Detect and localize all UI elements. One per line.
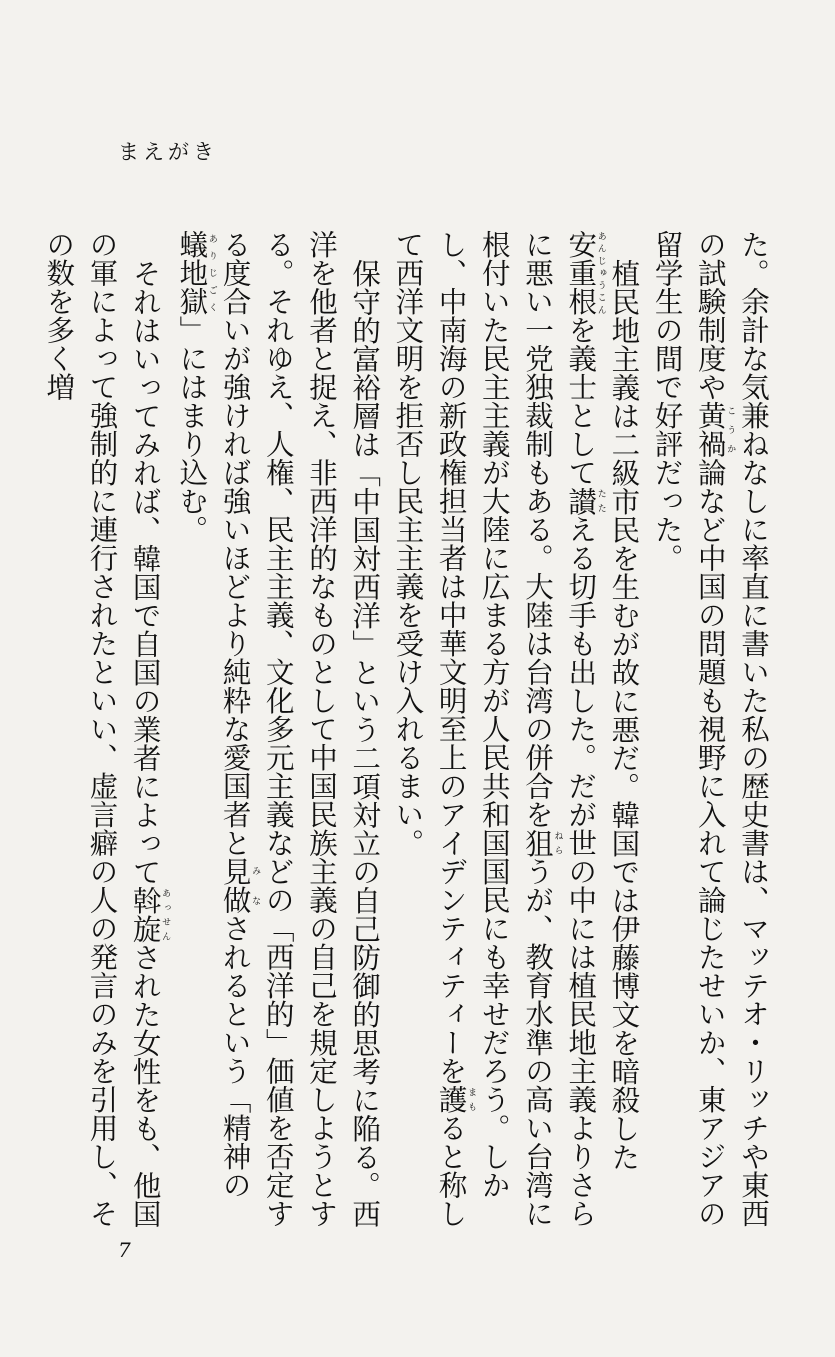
ruby-word: [434, 1085, 477, 1114]
text-run: 論など中国の問題も視野に入れて論じたせいか、東アジアの留学生の間で好評だった。: [650, 230, 727, 1228]
ruby-word: [128, 885, 171, 943]
text-run: を義士として: [564, 315, 598, 487]
paragraph: [645, 230, 775, 1235]
furigana: ありじごく: [206, 230, 217, 316]
paragraph: [170, 230, 386, 1235]
text-run: た。余計な気兼ねなしに率直に書いた私の歴史書は、マッテオ・リッチや東西の試験制度や: [693, 230, 770, 1228]
text-run: されるという「精神の: [218, 914, 252, 1199]
ruby-base: 斡旋: [128, 885, 162, 943]
text-run: それはいってみれば、韓国で自国の業者によって: [128, 258, 162, 886]
text-run: された女性をも、他国の軍によって強制的に連行されたといい、虚言癖の人の発言のみを引用し、その数を多く増: [42, 230, 162, 1228]
ruby-word: [175, 230, 217, 316]
ruby-base: 見做: [218, 857, 252, 914]
ruby-word: [218, 857, 261, 914]
body-text: [42, 230, 775, 1235]
text-run: 保守的富裕層は「中国対西洋」という二項対立の自己防御的思考に陥る。西洋を他者と捉え、非西洋的なものとして中国民族主義の自己を規定しようとする。それゆえ、人権、民主主義、文化多元主義などの「西洋的」価値を否定する度合いが強ければ強いほどより純粋な愛国者と: [218, 230, 382, 1228]
ruby-word: [693, 401, 736, 458]
furigana: たた: [595, 486, 606, 515]
ruby-base: 安重根: [564, 230, 598, 316]
page-number: 7: [118, 1238, 131, 1262]
text-run: うが、教育水準の高い台湾に根付いた民主主義が大陸に広まる方が人民共和国国民にも幸せだろう。しかし、中南海の新政権担当者は中華文明至上のアイデンティティーを: [434, 230, 554, 1228]
ruby-word: [520, 828, 563, 858]
ruby-word: [564, 230, 606, 316]
furigana: みな: [250, 857, 261, 914]
ruby-base: 蟻地獄: [175, 230, 209, 316]
furigana: あっせん: [160, 885, 171, 943]
text-run: 植民地主義は二級市民を生むが故に悪だ。韓国では伊藤博文を暗殺した: [607, 258, 641, 1171]
furigana: あんじゅうこん: [595, 230, 606, 316]
furigana: ねら: [552, 828, 563, 857]
text-run: える切手も出した。だが世の中には植民地主義よりさらに悪い一党独裁制もある。大陸は台湾の併合を: [520, 230, 598, 1228]
ruby-base: 黄禍: [693, 401, 727, 458]
ruby-word: [564, 486, 606, 516]
furigana: こうか: [725, 401, 736, 458]
paragraph: [386, 230, 645, 1235]
paragraph: [37, 230, 170, 1235]
ruby-base: 讃: [564, 486, 598, 515]
text-run: ると称して西洋文明を拒否し民主主義を受け入れるまい。: [391, 230, 468, 1228]
chapter-title: まえがき: [118, 140, 218, 164]
ruby-base: 護: [434, 1085, 468, 1114]
text-run: 」にはまり込む。: [175, 315, 209, 544]
ruby-base: 狙: [520, 828, 554, 857]
furigana: まも: [466, 1085, 477, 1114]
